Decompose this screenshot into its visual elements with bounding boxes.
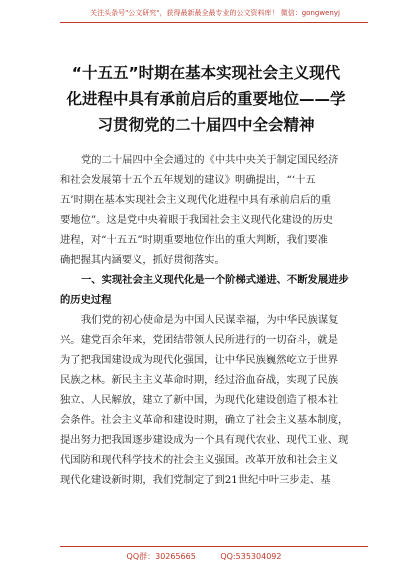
paragraph-line: 独立、人民解放，建立了新中国，为现代化建设创造了根本社 xyxy=(60,394,339,406)
paragraph-line: 提出努力把我国逐步建设成为一个具有现代农业、现代工业、现 xyxy=(60,434,349,446)
paragraph-line: 兴。建党百余年来，党团结带领人民所进行的一切奋斗，就是 xyxy=(60,334,339,346)
header-banner: 关注头条号"公文研究"，获得最新最全最专业的公文资料库！ 微信：gongwenyj xyxy=(90,9,340,17)
footer xyxy=(0,551,408,562)
paragraph-line: 党的二十届四中全会通过的《中共中央关于制定国民经济 xyxy=(81,154,339,166)
paragraph-line: 进程，对“十五五”时期重要地位作出的重大判断，我们要准 xyxy=(60,234,328,246)
paragraph-line: 会条件。社会主义革命和建设时期，确立了社会主义基本制度， xyxy=(60,414,349,426)
paragraph-line: 代国防和现代科学技术的社会主义强国。改革开放和社会主义 xyxy=(60,454,339,466)
paragraph-line: 民族之林。新民主主义革命时期，经过浴血奋战，实现了民族 xyxy=(60,374,339,386)
footer-qq-group: QQ群：30265665 xyxy=(126,552,196,561)
document-body xyxy=(60,150,360,490)
section-heading-line-2: 的历史过程 xyxy=(60,294,112,306)
document-title xyxy=(56,60,356,138)
header-divider xyxy=(60,22,368,23)
paragraph-line: 现代化建设新时期，我们党制定了到21世纪中叶三步走、基 xyxy=(60,474,331,486)
paragraph-line: 五’时期在基本实现社会主义现代化进程中具有承前启后的重 xyxy=(60,194,331,206)
paragraph-line: 为了把我国建设成为现代化强国，让中华民族巍然屹立于世界 xyxy=(60,354,339,366)
paragraph-line: 确把握其内涵要义，抓好贯彻落实。 xyxy=(60,254,225,266)
footer-divider xyxy=(60,546,368,547)
title-line-2: 化进程中具有承前启后的重要地位——学 xyxy=(66,90,346,108)
title-line-1: “十五五”时期在基本实现社会主义现代 xyxy=(71,64,341,82)
paragraph-line: 要地位”。这是党中央着眼于我国社会主义现代化建设的历史 xyxy=(60,214,333,226)
paragraph-line: 我们党的初心使命是为中国人民谋幸福，为中华民族谋复 xyxy=(81,314,339,326)
footer-qq: QQ:535304092 xyxy=(220,552,282,561)
paragraph-line: 和社会发展第十五个五年规划的建议》明确提出，“‘十五 xyxy=(60,174,316,186)
section-heading-line-1: 一、实现社会主义现代化是一个阶梯式递进、不断发展进步 xyxy=(81,274,349,286)
title-line-3: 习贯彻党的二十届四中全会精神 xyxy=(97,116,315,134)
